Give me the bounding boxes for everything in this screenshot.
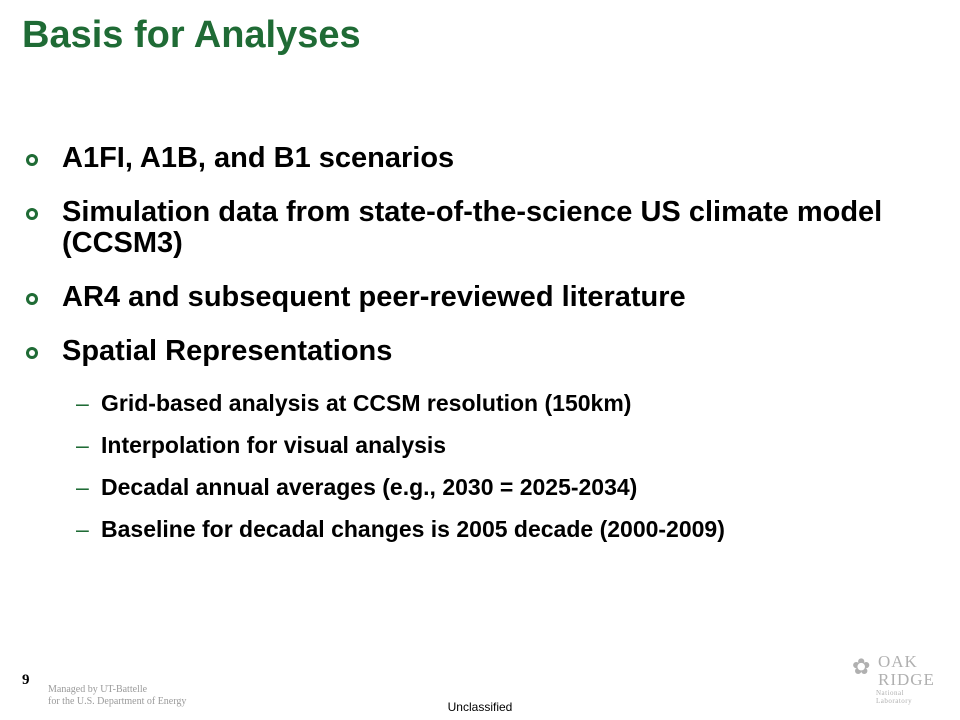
bullet-item (22, 197, 922, 259)
bullet-text: Spatial Representations (62, 335, 393, 367)
oak-ridge-logo (852, 652, 942, 705)
bullet-dot-icon (26, 208, 38, 220)
bullet-text: Simulation data from state-of-the-science US climate model (CCSM3) (62, 196, 883, 259)
dash-icon: – (76, 390, 89, 416)
bullet-dot-icon (26, 154, 38, 166)
logo-word-oak: OAK (878, 652, 918, 671)
bullet-text: AR4 and subsequent peer-reviewed literature (62, 281, 686, 313)
sub-bullet-item (22, 432, 922, 458)
dash-icon: – (76, 432, 89, 458)
logo-word-ridge: RIDGE (878, 670, 935, 689)
bullet-dot-icon (26, 293, 38, 305)
bullet-list (22, 143, 922, 558)
bullet-item (22, 336, 922, 367)
managed-line-1: Managed by UT-Battelle (48, 684, 148, 695)
page-number: 9 (22, 672, 30, 688)
sub-bullet-item (22, 390, 922, 416)
bullet-item (22, 282, 922, 313)
managed-line-2: for the U.S. Department of Energy (48, 696, 187, 707)
slide-title: Basis for Analyses (22, 14, 361, 56)
bullet-text: A1FI, A1B, and B1 scenarios (62, 142, 455, 174)
sub-bullet-text: Baseline for decadal changes is 2005 decade (2000-2009) (101, 516, 725, 542)
logo-subtitle: National Laboratory (876, 689, 913, 705)
sub-bullet-item (22, 474, 922, 500)
leaf-logo-icon: ✿ (852, 654, 871, 679)
sub-bullet-list (22, 390, 922, 542)
sub-bullet-text: Grid-based analysis at CCSM resolution (150km) (101, 390, 632, 416)
dash-icon: – (76, 474, 89, 500)
bullet-item (22, 143, 922, 174)
sub-bullet-text: Decadal annual averages (e.g., 2030 = 2025-2034) (101, 474, 638, 500)
bullet-dot-icon (26, 347, 38, 359)
classification-label: Unclassified (447, 700, 513, 714)
sub-bullet-text: Interpolation for visual analysis (101, 432, 447, 458)
sub-bullet-item (22, 516, 922, 542)
dash-icon: – (76, 516, 89, 542)
